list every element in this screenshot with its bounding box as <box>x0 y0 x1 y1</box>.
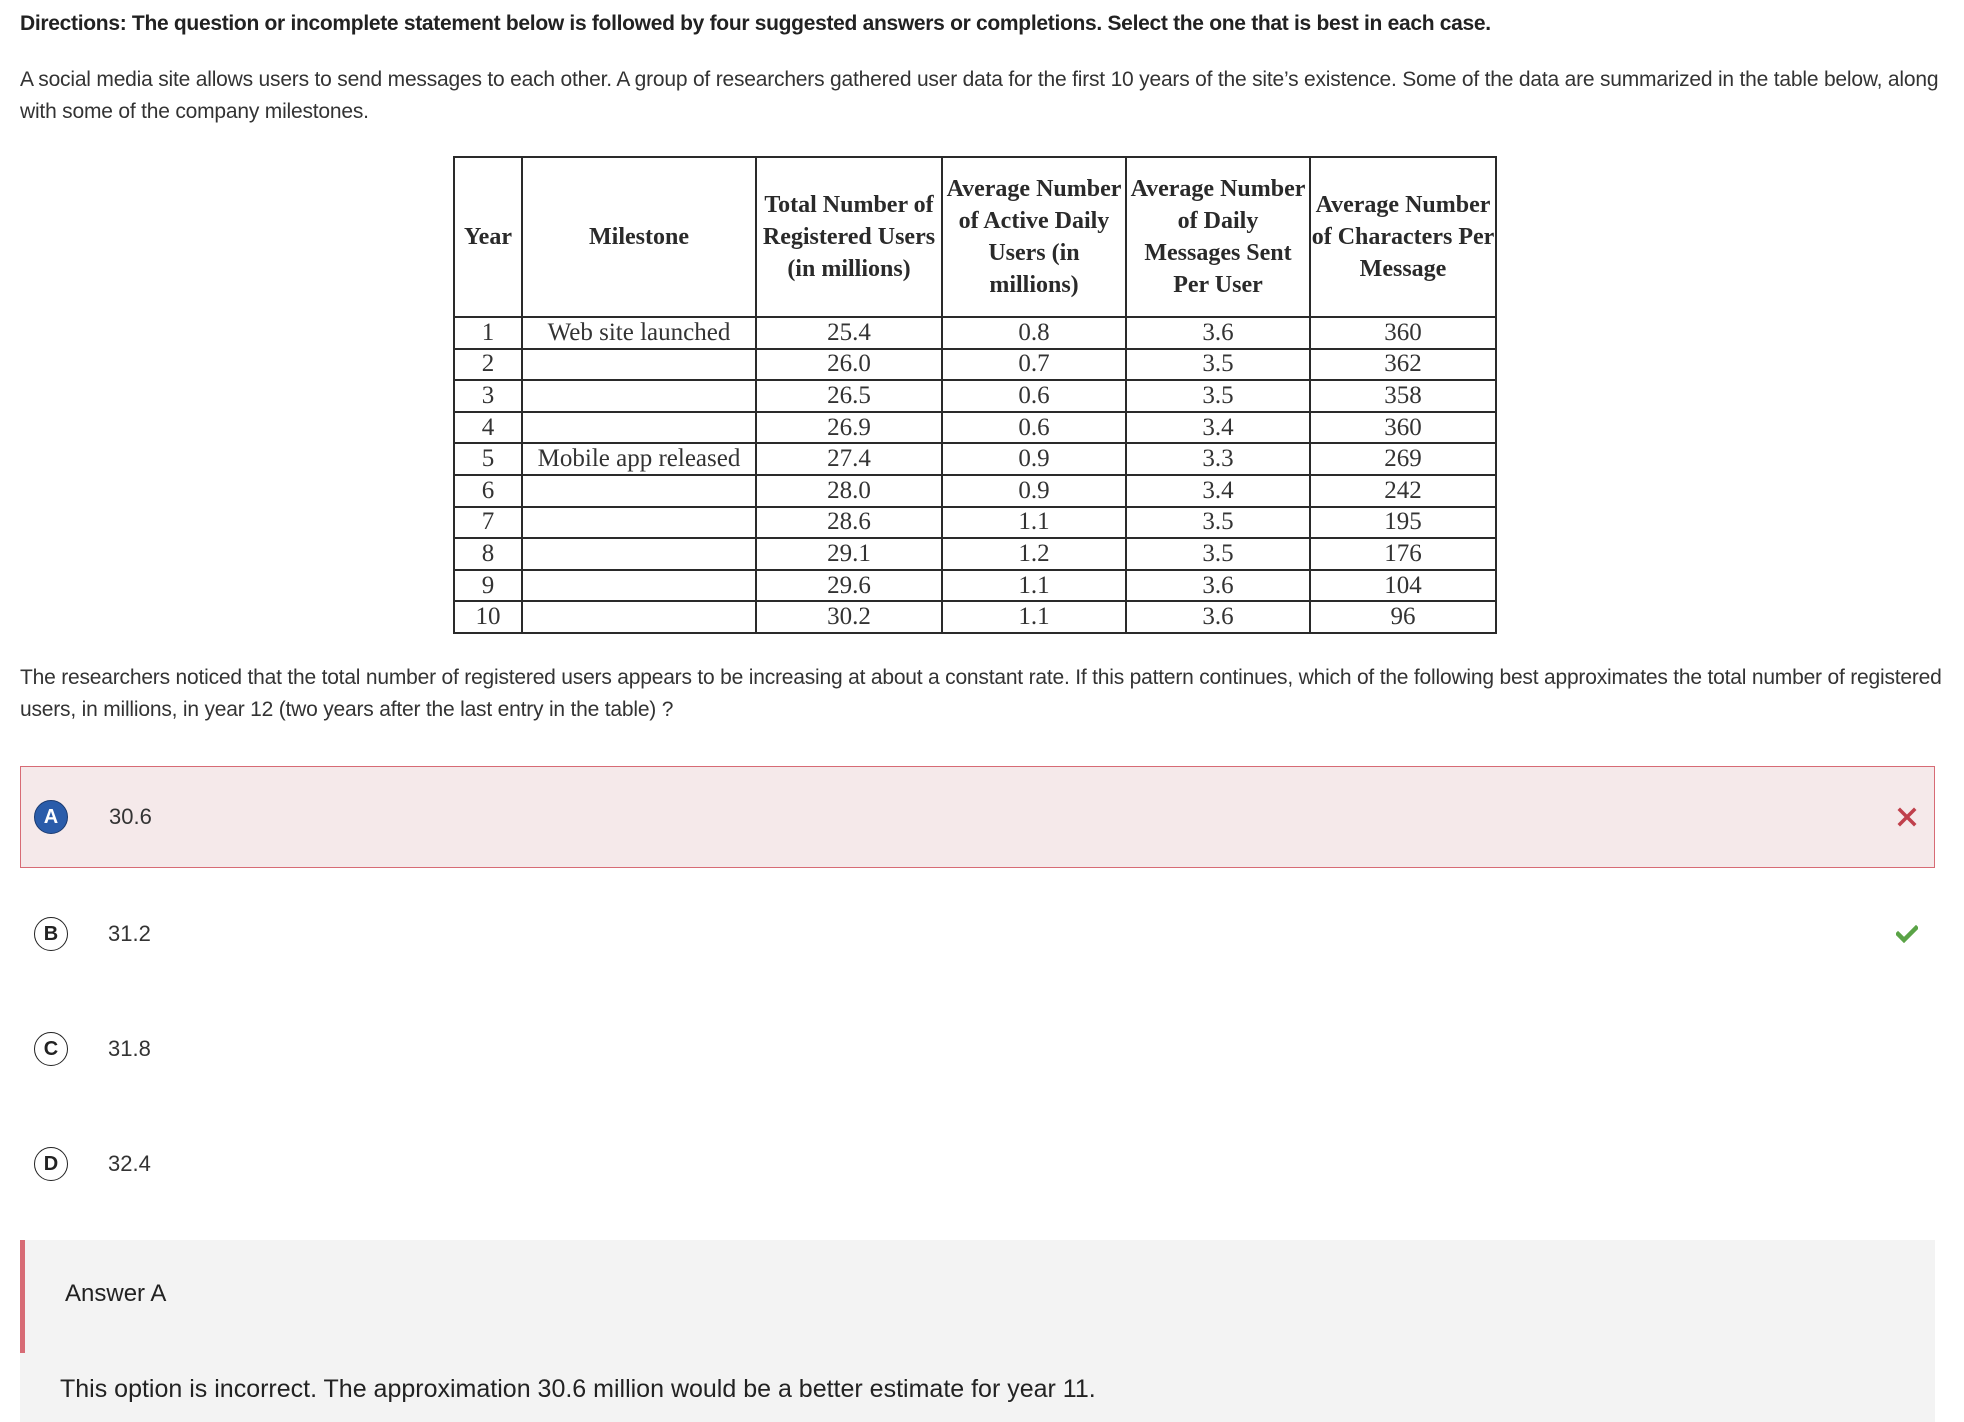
table-row <box>454 412 1496 444</box>
cell-total-users: 28.6 <box>756 507 942 539</box>
table-row <box>454 538 1496 570</box>
option-letter-badge: D <box>34 1147 68 1181</box>
table-row <box>454 601 1496 633</box>
header-daily-messages: Average Number of Daily Messages Sent Per User <box>1126 157 1310 317</box>
cell-year: 2 <box>454 349 522 381</box>
option-c[interactable] <box>20 998 1935 1100</box>
table-row <box>454 443 1496 475</box>
cell-daily-messages: 3.5 <box>1126 507 1310 539</box>
cell-characters: 195 <box>1310 507 1496 539</box>
cell-active-users: 0.6 <box>942 412 1126 444</box>
cell-characters: 104 <box>1310 570 1496 602</box>
data-table <box>453 156 1497 634</box>
cell-total-users: 29.6 <box>756 570 942 602</box>
table-header-row <box>454 157 1496 317</box>
cell-active-users: 1.1 <box>942 601 1126 633</box>
table-row <box>454 317 1496 349</box>
cell-characters: 269 <box>1310 443 1496 475</box>
cell-total-users: 28.0 <box>756 475 942 507</box>
cell-characters: 360 <box>1310 317 1496 349</box>
header-active-users: Average Number of Active Daily Users (in millions) <box>942 157 1126 317</box>
cell-milestone <box>522 601 756 633</box>
cell-active-users: 1.1 <box>942 570 1126 602</box>
option-text: 30.6 <box>109 804 152 829</box>
check-icon <box>1892 919 1922 949</box>
cell-daily-messages: 3.6 <box>1126 570 1310 602</box>
cell-year: 8 <box>454 538 522 570</box>
table-row <box>454 349 1496 381</box>
table-row <box>454 380 1496 412</box>
cell-total-users: 26.5 <box>756 380 942 412</box>
cell-milestone: Mobile app released <box>522 443 756 475</box>
cell-total-users: 26.0 <box>756 349 942 381</box>
cell-characters: 360 <box>1310 412 1496 444</box>
cell-year: 3 <box>454 380 522 412</box>
cell-active-users: 0.8 <box>942 317 1126 349</box>
option-text: 31.2 <box>108 921 151 946</box>
cell-milestone: Web site launched <box>522 317 756 349</box>
question-intro: A social media site allows users to send messages to each other. A group of researchers gathered user data for the first 10 years of the site’s existence. Some of the data are summarized in the table below, along with some of the company milestones. <box>20 68 1939 123</box>
cell-total-users: 25.4 <box>756 317 942 349</box>
question-text: The researchers noticed that the total number of registered users appears to be increasing at about a constant rate. If this pattern continues, which of the following best approximates the total number of registered users, in millions, in year 12 (two years after the last entry in the table) ? <box>20 666 1942 721</box>
cell-year: 7 <box>454 507 522 539</box>
cell-year: 9 <box>454 570 522 602</box>
cell-year: 4 <box>454 412 522 444</box>
option-d[interactable] <box>20 1113 1935 1215</box>
feedback-panel <box>20 1240 1935 1422</box>
cell-total-users: 29.1 <box>756 538 942 570</box>
cell-milestone <box>522 475 756 507</box>
cell-daily-messages: 3.5 <box>1126 380 1310 412</box>
cell-milestone <box>522 349 756 381</box>
cell-year: 5 <box>454 443 522 475</box>
cell-daily-messages: 3.4 <box>1126 475 1310 507</box>
cell-milestone <box>522 380 756 412</box>
cell-characters: 242 <box>1310 475 1496 507</box>
table-row <box>454 507 1496 539</box>
table-row <box>454 475 1496 507</box>
feedback-incorrect-bar <box>20 1240 25 1353</box>
header-year: Year <box>454 157 522 317</box>
feedback-answer-label: Answer A <box>65 1280 167 1307</box>
cell-total-users: 27.4 <box>756 443 942 475</box>
cell-active-users: 0.9 <box>942 475 1126 507</box>
option-text: 32.4 <box>108 1151 151 1176</box>
header-total-users: Total Number of Registered Users (in millions) <box>756 157 942 317</box>
option-b[interactable] <box>20 883 1935 985</box>
header-characters: Average Number of Characters Per Message <box>1310 157 1496 317</box>
cell-daily-messages: 3.6 <box>1126 601 1310 633</box>
option-text: 31.8 <box>108 1036 151 1061</box>
cell-year: 6 <box>454 475 522 507</box>
cell-year: 10 <box>454 601 522 633</box>
option-letter-badge: A <box>34 800 68 834</box>
feedback-explanation: This option is incorrect. The approximation 30.6 million would be a better estimate for year 11. <box>60 1375 1096 1403</box>
cell-daily-messages: 3.5 <box>1126 538 1310 570</box>
cell-characters: 96 <box>1310 601 1496 633</box>
cell-active-users: 1.2 <box>942 538 1126 570</box>
cell-milestone <box>522 538 756 570</box>
cell-active-users: 0.7 <box>942 349 1126 381</box>
option-letter-badge: B <box>34 917 68 951</box>
cell-milestone <box>522 507 756 539</box>
cell-milestone <box>522 412 756 444</box>
cell-daily-messages: 3.5 <box>1126 349 1310 381</box>
x-icon <box>1892 802 1922 832</box>
table-row <box>454 570 1496 602</box>
cell-daily-messages: 3.3 <box>1126 443 1310 475</box>
cell-active-users: 0.9 <box>942 443 1126 475</box>
cell-daily-messages: 3.4 <box>1126 412 1310 444</box>
cell-characters: 362 <box>1310 349 1496 381</box>
cell-total-users: 30.2 <box>756 601 942 633</box>
cell-characters: 176 <box>1310 538 1496 570</box>
cell-year: 1 <box>454 317 522 349</box>
cell-daily-messages: 3.6 <box>1126 317 1310 349</box>
cell-total-users: 26.9 <box>756 412 942 444</box>
header-milestone: Milestone <box>522 157 756 317</box>
cell-characters: 358 <box>1310 380 1496 412</box>
option-a[interactable] <box>20 766 1935 868</box>
directions-text: Directions: The question or incomplete statement below is followed by four suggested answers or completions. Select the one that is best in each case. <box>20 12 1491 35</box>
option-letter-badge: C <box>34 1032 68 1066</box>
cell-active-users: 1.1 <box>942 507 1126 539</box>
cell-milestone <box>522 570 756 602</box>
cell-active-users: 0.6 <box>942 380 1126 412</box>
